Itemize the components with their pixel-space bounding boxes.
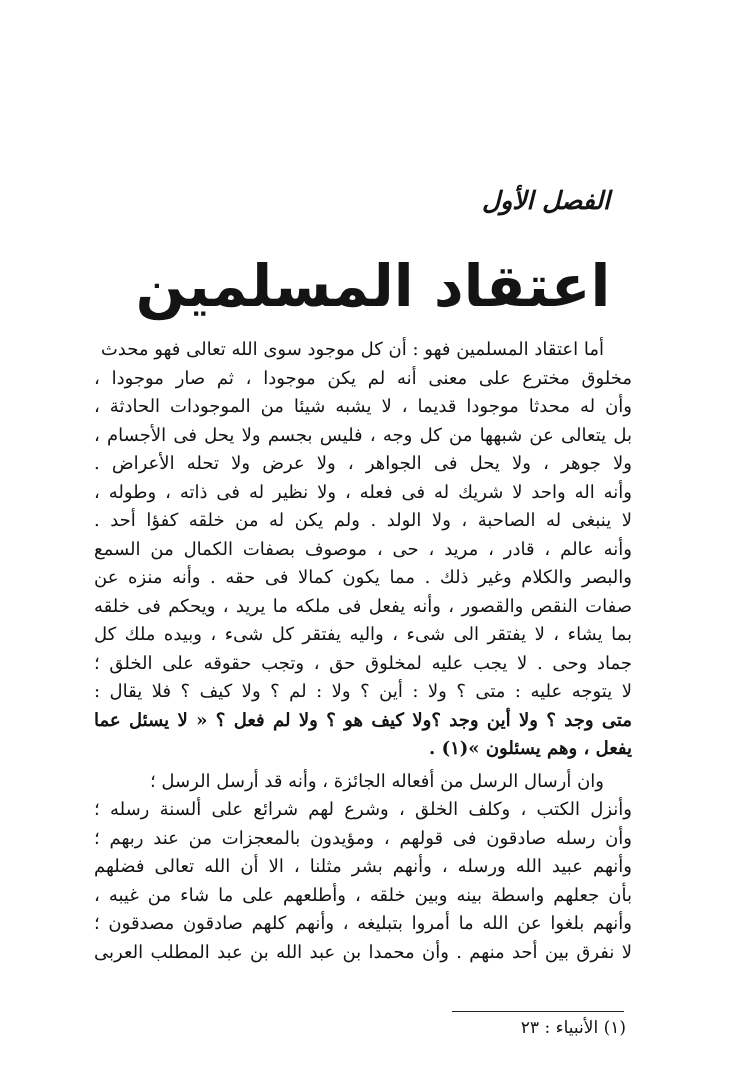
body-text	[94, 336, 632, 967]
page-title: اعتقاد المسلمين	[135, 252, 611, 320]
footnote: (١) الأنبياء : ٢٣	[520, 1018, 626, 1038]
text-line: متى وجد ؟ ولا أين وجد ؟ولا كيف هو ؟ ولا لم فعل ؟ « لا يسئل عما	[94, 709, 632, 731]
text-line: وأن رسله صادقون فى قولهم ، ومؤيدون بالمعجزات من عند ربهم ؛	[94, 827, 632, 849]
text-line: بأن جعلهم واسطة بينه وبين خلقه ، وأطلعهم على ما شاء من غيبه ،	[94, 884, 632, 906]
text-line: وأنه عالم ، قادر ، مريد ، حى ، موصوف بصفات الكمال من السمع	[94, 538, 632, 560]
text-line: لا ينبغى له الصاحبة ، ولا الولد . ولم يكن له من خلقه كفؤا أحد .	[94, 510, 632, 531]
text-line: بل يتعالى عن شبهها من كل وجه ، فليس بجسم ولا يحل فى الأجسام ،	[94, 424, 632, 446]
text-line: وأنهم عبيد الله ورسله ، وأنهم بشر مثلنا ، الا أن الله تعالى فضلهم	[94, 856, 632, 877]
text-line: بما يشاء ، لا يفتقر الى شىء ، واليه يفتقر كل شىء ، وبيده ملك كل	[94, 624, 632, 645]
text-line: وأنه اله واحد لا شريك له فى فعله ، ولا نظير له فى ذاته ، وطوله ،	[94, 481, 632, 503]
paragraph-1	[94, 336, 632, 764]
text-line: وان أرسال الرسل من أفعاله الجائزة ، وأنه قد أرسل الرسل ؛	[149, 770, 604, 792]
paragraph-2	[94, 768, 632, 968]
text-line: لا يتوجه عليه : متى ؟ ولا : أين ؟ ولا : لم ؟ ولا كيف ؟ فلا يقال :	[94, 681, 632, 702]
text-line: جماد وحى . لا يجب عليه لمخلوق حق ، وتجب حقوقه على الخلق ؛	[94, 652, 632, 674]
footnote-divider	[452, 1011, 624, 1012]
text-line: لا نفرق بين أحد منهم . وأن محمدا بن عبد الله بن عبد المطلب العربى	[94, 941, 632, 963]
text-line: وأنزل الكتب ، وكلف الخلق ، وشرع لهم شرائع على ألسنة رسله ؛	[94, 799, 632, 820]
text-line: ولا جوهر ، ولا يحل فى الجواهر ، ولا عرض ولا تحله الأعراض .	[94, 453, 632, 474]
text-line: صفات النقص والقصور ، وأنه يفعل فى ملكه ما يريد ، ويحكم فى خلقه	[94, 595, 632, 617]
text-line: أما اعتقاد المسلمين فهو : أن كل موجود سوى الله تعالى فهو محدث	[100, 339, 604, 360]
text-line: يفعل ، وهم يسئلون »(١) .	[429, 738, 632, 759]
text-line: وأن له محدثا موجودا قديما ، لا يشبه شيئا من الموجودات الحادثة ،	[94, 396, 632, 417]
chapter-heading: الفصل الأول	[482, 186, 610, 215]
text-line: مخلوق مخترع على معنى أنه لم يكن موجودا ، ثم صار موجودا ،	[94, 367, 632, 389]
text-line: والبصر والكلام وغير ذلك . مما يكون كمالا فى حقه . وأنه منزه عن	[94, 567, 632, 588]
text-line: وأنهم بلغوا عن الله ما أمروا بتبليغه ، وأنهم كلهم صادقون مصدقون ؛	[94, 913, 632, 934]
